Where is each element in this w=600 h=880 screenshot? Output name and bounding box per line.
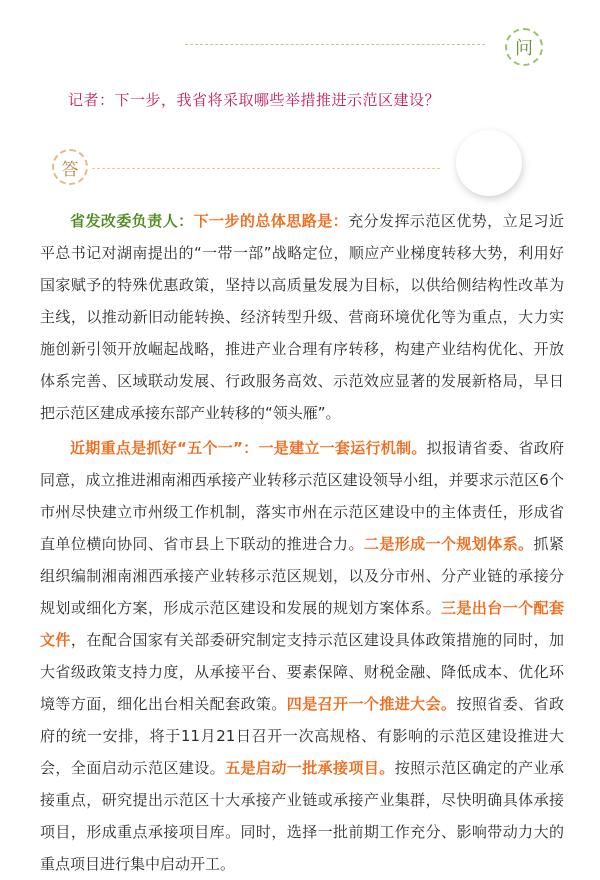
item-2-title: 二是形成一个规划体系。 (363, 535, 534, 553)
answer-divider (92, 168, 440, 169)
question-badge-char: 问 (515, 38, 533, 59)
question-divider (185, 44, 485, 45)
answer-paragraph-2 (40, 432, 564, 880)
item-4-body: 按照省委、省政府的统一安排，将于11月21日召开一次高规格、有影响的示范区建设推进大会，全面启动示范区建设。 (40, 695, 564, 777)
item-5-body: 按照示范区确定的产业承接重点，研究提出示范区十大承接产业链或承接产业集群，尽快明确具体承接项目，形成重点承接项目库。同时，选择一批前期工作充分、影响带动力大的重点项目进行集中启动开工。 (40, 759, 564, 873)
item-2-body: 抓紧组织编制湘南湘西承接产业转移示范区规划，以及分市州、分产业链的承接分规划或细化方案，形成示范区建设和发展的规划方案体系。 (40, 535, 564, 617)
item-5-title: 五是启动一批承接项目。 (225, 759, 395, 777)
five-ones-intro: 近期重点是抓好“五个一”： (70, 439, 259, 457)
question-badge-icon (505, 28, 543, 66)
answer-badge-icon (52, 149, 88, 185)
decorative-circle (456, 130, 522, 196)
speaker-label: 省发改委负责人： (70, 212, 194, 230)
item-1-title: 一是建立一套运行机制。 (258, 439, 427, 457)
item-3-title: 三是出台一个配套文件 (40, 599, 564, 649)
item-3-body: ，在配合国家有关部委研究制定支持示范区建设具体政策措施的同时，加大省级政策支持力度，从承接平台、要素保障、财税金融、降低成本、优化环境等方面，细化出台相关配套政策。 (40, 631, 564, 713)
question-text: 记者：下一步，我省将采取哪些举措推进示范区建设？ (68, 91, 441, 109)
answer-badge-char: 答 (61, 159, 79, 180)
overall-approach-heading: 下一步的总体思路是： (193, 212, 349, 230)
item-4-title: 四是召开一个推进大会。 (286, 695, 457, 713)
answer-paragraph-1 (40, 205, 564, 429)
item-1-body: 拟报请省委、省政府同意，成立推进湘南湘西承接产业转移示范区建设领导小组，并要求示范区6个市州尽快建立市州级工作机制，落实市州在示范区建设中的主体责任，形成省直单位横向协同、省市县上下联动的推进合力。 (40, 439, 564, 553)
overall-approach-body: 充分发挥示范区优势，立足习近平总书记对湖南提出的“一带一部”战略定位，顺应产业梯度转移大势，利用好国家赋予的特殊优惠政策，坚持以高质量发展为目标，以供给侧结构性改革为主线，以推动新旧动能转换、经济转型升级、营商环境优化等为重点，大力实施创新引领开放崛起战略，推进产业合理有序转移，构建产业结构优化、开放体系完善、区域联动发展、行政服务高效、示范效应显著的发展新格局，早日把示范区建成承接东部产业转移的“领头雁”。 (40, 212, 564, 422)
